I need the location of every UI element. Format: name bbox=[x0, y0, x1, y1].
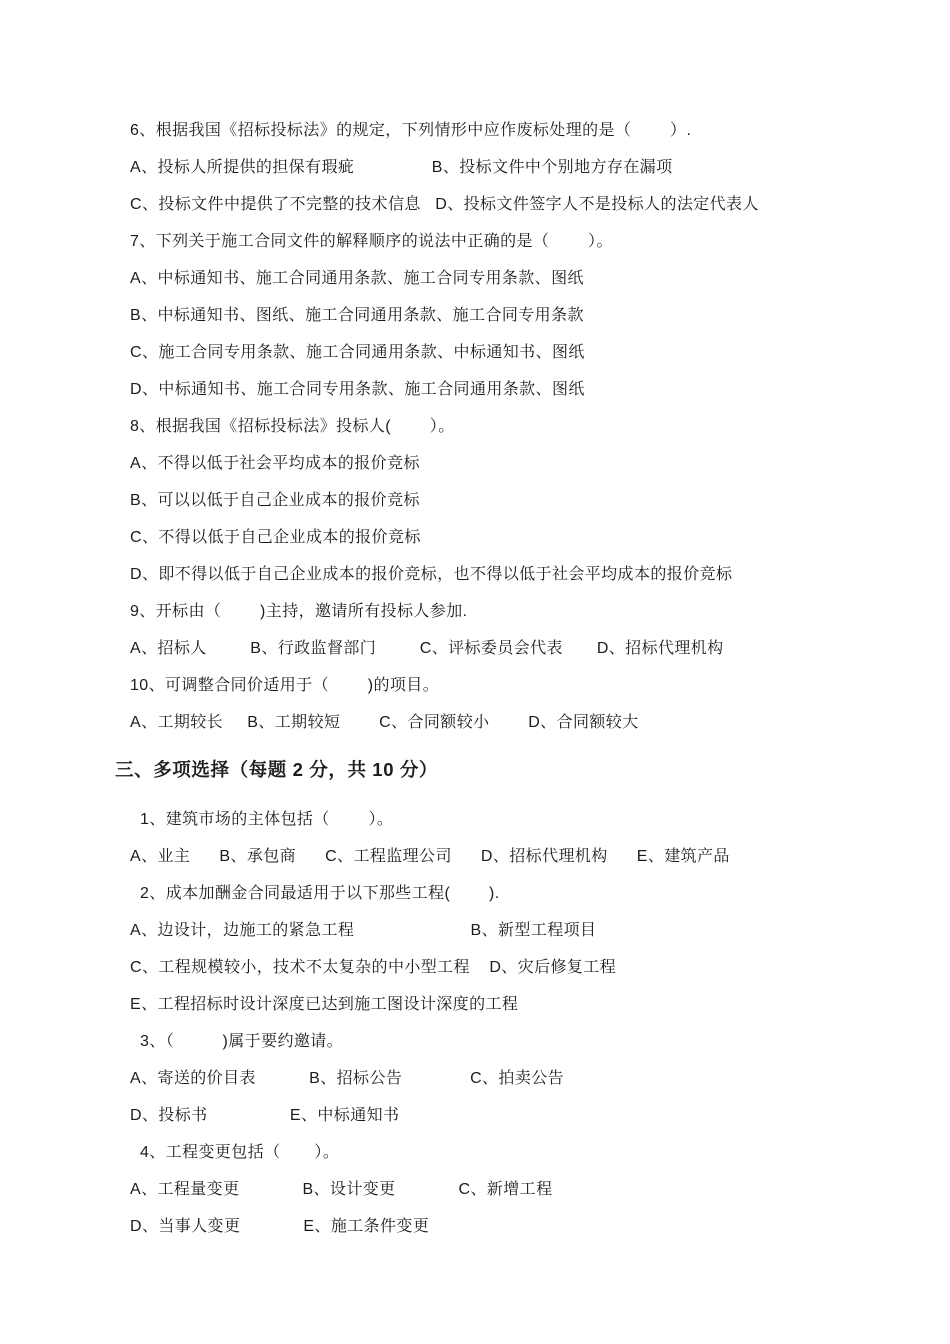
question-10: 10、可调整合同价适用于（ )的项目。 bbox=[130, 677, 440, 694]
question-7-option-b: B、中标通知书、图纸、施工合同通用条款、施工合同专用条款 bbox=[130, 307, 584, 324]
question-6-options-row: C、投标文件中提供了不完整的技术信息 D、投标文件签字人不是投标人的法定代表人 bbox=[130, 196, 759, 213]
section3-question-4: 4、工程变更包括（ ）。 bbox=[140, 1144, 340, 1161]
section3-question-1-options-row: A、业主 B、承包商 C、工程监理公司 D、招标代理机构 E、建筑产品 bbox=[130, 848, 730, 865]
section3-question-2-options-row: A、边设计，边施工的紧急工程 B、新型工程项目 bbox=[130, 922, 597, 939]
question-8-option-a: A、不得以低于社会平均成本的报价竞标 bbox=[130, 455, 420, 472]
section3-question-4-options-row: A、工程量变更 B、设计变更 C、新增工程 bbox=[130, 1181, 553, 1198]
question-7-option-a: A、中标通知书、施工合同通用条款、施工合同专用条款、图纸 bbox=[130, 270, 584, 287]
question-8-option-b: B、可以以低于自己企业成本的报价竞标 bbox=[130, 492, 420, 509]
question-8: 8、根据我国《招标投标法》投标人( ）。 bbox=[130, 418, 455, 435]
question-7-option-c: C、施工合同专用条款、施工合同通用条款、中标通知书、图纸 bbox=[130, 344, 585, 361]
section-heading-multiple-choice: 三、多项选择（每题 2 分，共 10 分） bbox=[115, 759, 439, 780]
question-9: 9、开标由（ )主持，邀请所有投标人参加. bbox=[130, 603, 468, 620]
question-9-options-row: A、招标人 B、行政监督部门 C、评标委员会代表 D、招标代理机构 bbox=[130, 640, 724, 657]
section3-question-2-options-row: C、工程规模较小，技术不太复杂的中小型工程 D、灾后修复工程 bbox=[130, 959, 617, 976]
section3-question-2: 2、成本加酬金合同最适用于以下那些工程( ). bbox=[140, 885, 500, 902]
question-10-options-row: A、工期较长 B、工期较短 C、合同额较小 D、合同额较大 bbox=[130, 714, 639, 731]
section3-question-3: 3、（ )属于要约邀请。 bbox=[140, 1033, 344, 1050]
section3-question-1: 1、建筑市场的主体包括（ ）。 bbox=[140, 811, 394, 828]
section3-question-4-options-row: D、当事人变更 E、施工条件变更 bbox=[130, 1218, 430, 1235]
question-7: 7、下列关于施工合同文件的解释顺序的说法中正确的是（ ）。 bbox=[130, 233, 613, 250]
question-6-options-row: A、投标人所提供的担保有瑕疵 B、投标文件中个别地方存在漏项 bbox=[130, 159, 673, 176]
section3-question-2-option-e: E、工程招标时设计深度已达到施工图设计深度的工程 bbox=[130, 996, 519, 1013]
section3-question-3-options-row: A、寄送的价目表 B、招标公告 C、拍卖公告 bbox=[130, 1070, 565, 1087]
question-7-option-d: D、中标通知书、施工合同专用条款、施工合同通用条款、图纸 bbox=[130, 381, 585, 398]
question-8-option-d: D、即不得以低于自己企业成本的报价竞标，也不得以低于社会平均成本的报价竞标 bbox=[130, 566, 733, 583]
question-8-option-c: C、不得以低于自己企业成本的报价竞标 bbox=[130, 529, 421, 546]
section3-question-3-options-row: D、投标书 E、中标通知书 bbox=[130, 1107, 400, 1124]
question-6: 6、根据我国《招标投标法》的规定，下列情形中应作废标处理的是（ ）. bbox=[130, 122, 692, 139]
